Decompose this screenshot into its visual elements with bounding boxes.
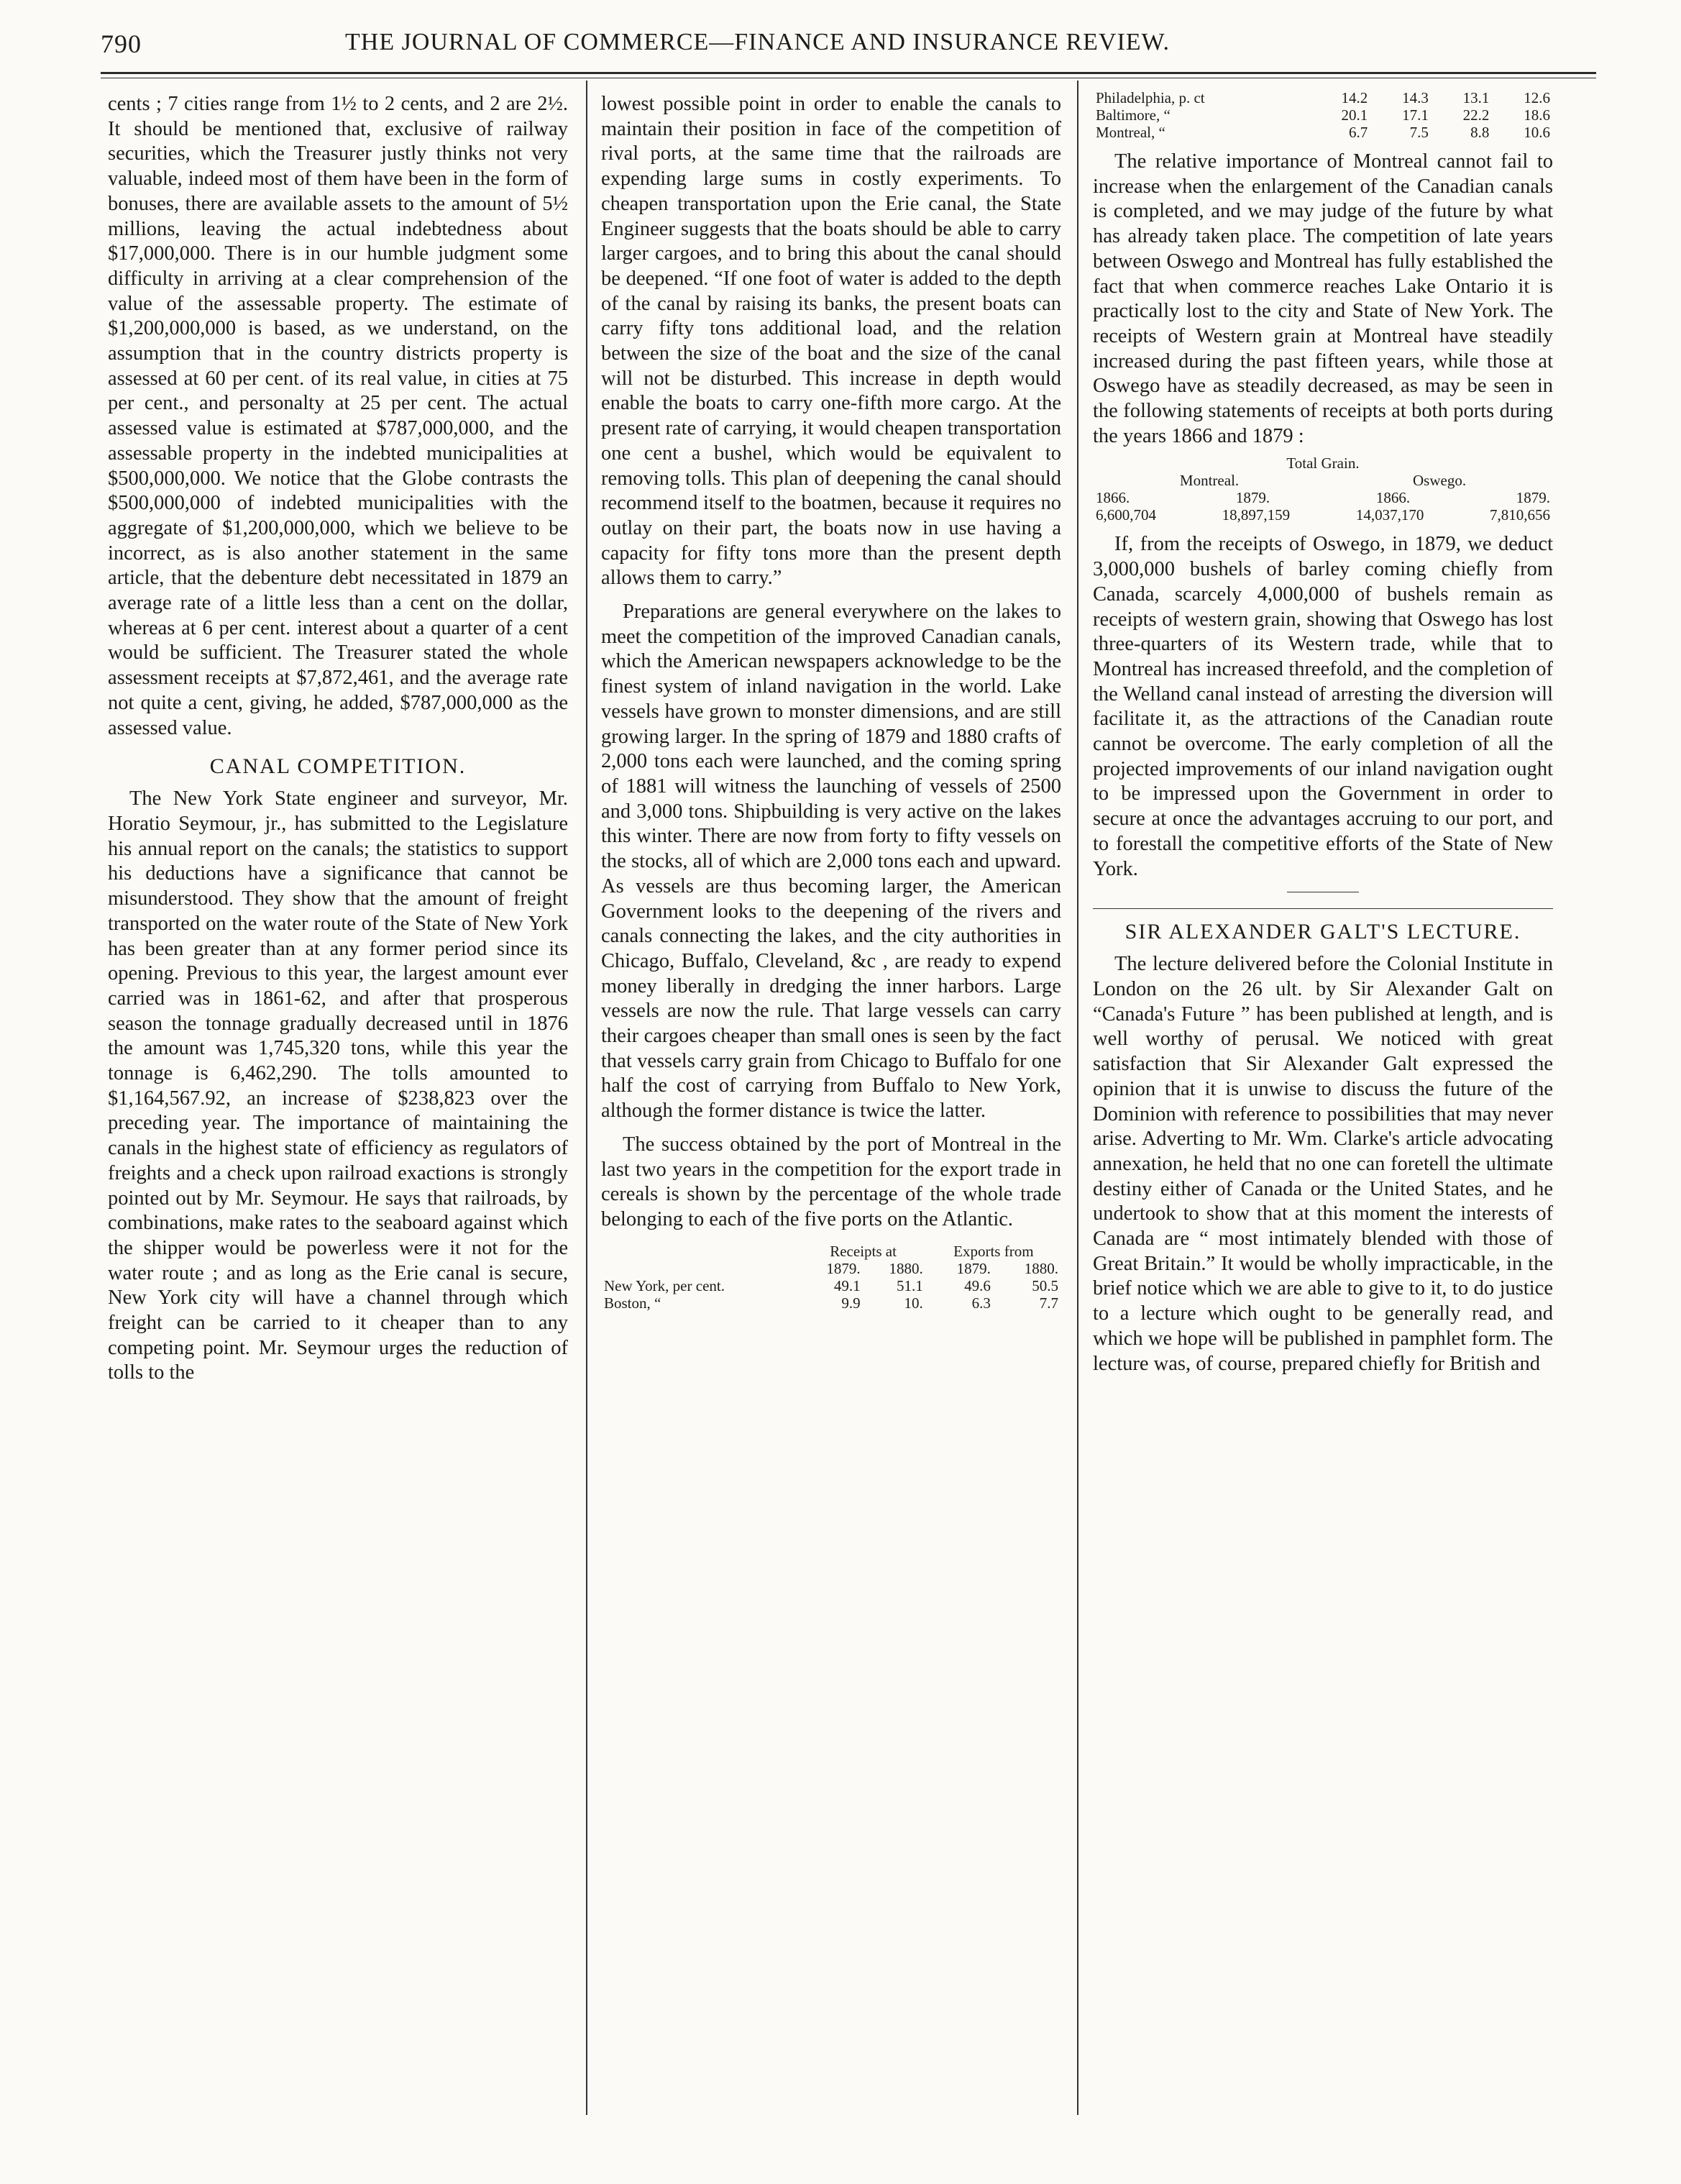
column-divider xyxy=(586,81,587,2115)
page-number: 790 xyxy=(101,29,142,58)
table-row: Baltimore, “ 20.1 17.1 22.2 18.6 xyxy=(1096,106,1550,124)
port-percentage-table xyxy=(601,1243,1061,1312)
grain-header-oswego: Oswego. xyxy=(1413,472,1467,490)
header-rule xyxy=(101,72,1596,74)
grain-header-montreal: Montreal. xyxy=(1179,472,1240,490)
section-heading-canal-competition: CANAL COMPETITION. xyxy=(209,754,467,779)
column-divider xyxy=(1077,81,1078,2115)
grain-receipts-table xyxy=(1093,454,1553,524)
paragraph: The New York State engineer and surveyor, Mr. Horatio Seymour, jr., has submitted to the Legislature his annual report on the canals; the statistics to support his deductions have a significance that cannot be misunderstood. They show that the amount of freight transported on the water route of the State of New York has been greater than at any former period since its opening. Previous to this year, the largest amount ever carried was in 1861-62, and after that prosperous season the tonnage gradually decreased until in 1876 the amount was 1,745,320 tons, while this year the tonnage is 6,462,290. The tolls amounted to $1,164,567.92, an increase of $238,823 over the preceding year. The importance of maintaining the canals in the highest state of efficiency as regulators of freights and a check upon railroad exactions is strongly pointed out by Mr. Seymour. He says that railroads, by combinations, make rates to the seaboard against which the shipper would be powerless were it not for the water route ; and as long as the Erie canal is secure, New York city will have a channel through which freight can be carried to it cheaper than to any competing point. Mr. Seymour urges the reduction of tolls to the xyxy=(108,787,568,1384)
paragraph: The lecture delivered before the Colonial Institute in London on the 26 ult. by Sir Alexander Galt on “Canada's Future ” has been published at length, and is well worthy of perusal. We noticed with great satisfaction that Sir Alexander Galt expressed the opinion that it is unwise to discuss the future of the Dominion with reference to possibilities that may never arise. Adverting to Mr. Wm. Clarke's article advocating annexation, he held that no one can foretell the ultimate destiny either of Canada or the United States, and he undertook to show that at this moment the interests of Canada are “ most intimately blended with those of Great Britain.” It would be wholly impracticable, in the brief notice which we are able to give to it, to do justice to a lecture which ought to be generally read, and which we hope will be published in pamphlet form. The lecture was, of course, prepared chiefly for British and xyxy=(1093,953,1553,1375)
column-3 xyxy=(1093,89,1553,1376)
table-header-row: Receipts at Exports from xyxy=(830,1242,1034,1260)
table-row: New York, per cent. 49.1 51.1 49.6 50.5 xyxy=(604,1276,1058,1294)
journal-title: THE JOURNAL OF COMMERCE—FINANCE AND INSURANCE REVIEW. xyxy=(345,29,1171,55)
table-header-row: 1879. 1880. 1879. 1880. xyxy=(826,1259,1058,1277)
grain-values-row: 6,600,704 18,897,159 14,037,170 7,810,656 xyxy=(1096,506,1550,524)
column-1 xyxy=(108,92,568,1386)
paragraph: If, from the receipts of Oswego, in 1879, we deduct 3,000,000 bushels of barley coming chiefly from Canada, scarcely 4,000,000 of bushels remain as receipts of western grain, showing that Oswego has lost three-quarters of its Western trade, while that to Montreal has increased threefold, and the completion of the Welland canal instead of arresting the diversion will facilitate it, as the attractions of the Canadian route cannot be overcome. The early completion of all the projected improvements of our inland navigation ought to be impressed upon the Government in order to secure at once the advantages accruing to our port, and to forestall the competitive efforts of the State of New York. xyxy=(1093,533,1553,880)
table-row: Philadelphia, p. ct 14.2 14.3 13.1 12.6 xyxy=(1096,89,1550,106)
paragraph: lowest possible point in order to enable the canals to maintain their position in face of the competition of rival ports, at the same time that the railroads are expending large sums in costly experiments. To cheapen transportation upon the Erie canal, the State Engineer suggests that the boats should be able to carry larger cargoes, and to bring this about the canal should be deepened. “If one foot of water is added to the depth of the canal by raising its banks, the present boats can carry fifty tons additional load, and the relation between the size of the boat and the size of the canal will not be disturbed. This increase in depth would enable the boats to carry one-fifth more cargo. At the present rate of carrying, it would cheapen transportation one cent a bushel, which would be equivalent to removing tolls. This plan of deepening the canal should recommend itself to the boatmen, because it requires no outlay on their part, the boats now in use having a capacity for fifty tons more than the present depth allows them to carry.” xyxy=(601,93,1061,590)
paragraph: Preparations are general everywhere on the lakes to meet the competition of the improved Canadian canals, which the American newspapers acknowledge to be the finest system of inland navigation in the world. Lake vessels have grown to monster dimensions, and are still growing larger. In the spring of 1879 and 1880 crafts of 2,000 tons each were launched, and the coming spring of 1881 will witness the launching of vessels of 2500 and 3,000 tons. Shipbuilding is very active on the lakes this winter. There are now from forty to fifty vessels on the stocks, all of which are 2,000 tons each and upward. As vessels are thus becoming larger, the American Government looks to the deepening of the rivers and canals connecting the lakes, and the city authorities in Chicago, Buffalo, Cleveland, &c , are ready to expend money liberally in dredging the inner harbors. Large vessels are now the rule. That large vessels can carry their cargoes cheaper than small ones is seen by the fact that vessels carry grain from Chicago to Buffalo for one half the cost of carrying from Buffalo to New York, although the former distance is twice the latter. xyxy=(601,600,1061,1123)
paragraph: The relative importance of Montreal cannot fail to increase when the enlargement of the Canadian canals is completed, and we may judge of the future by what has already taken place. The competition of late years between Oswego and Montreal has fully established the fact that when commerce reaches Lake Ontario it is practically lost to the city and State of New York. The receipts of Western grain at Montreal have steadily increased during the past fifteen years, while those at Oswego have as steadily decreased, as may be seen in the following statements of receipts at both ports during the years 1866 and 1879 : xyxy=(1093,150,1553,447)
paragraph: The success obtained by the port of Montreal in the last two years in the competition for the export trade in cereals is shown by the percentage of the whole trade belonging to each of the five ports on the Atlantic. xyxy=(601,1133,1061,1230)
grain-years-row: 1866. 1879. 1866. 1879. xyxy=(1096,489,1550,507)
column-2 xyxy=(601,92,1061,1312)
section-heading-galt-lecture: SIR ALEXANDER GALT'S LECTURE. xyxy=(1093,908,1553,946)
page-header xyxy=(101,24,1596,66)
paragraph: cents ; 7 cities range from 1½ to 2 cents, and 2 are 2½. It should be mentioned that, exclusive of railway securities, which the Treasurer justly thinks not very valuable, indeed most of them have been in the form of bonuses, there are available assets to the amount of 5½ millions, leaving the actual indebtedness about $17,000,000. There is in our humble judgment some difficulty in arriving at a clear comprehension of the value of the assessable property. The estimate of $1,200,000,000 is based, as we understand, on the assumption that in the country districts property is assessed at 60 per cent. of its real value, in cities at 75 per cent., and personalty at 25 per cent. The actual assessed value is estimated at $787,000,000, and the assessable property in the indebted municipalities at $500,000,000. We notice that the Globe contrasts the $500,000,000 of indebted municipalities with the aggregate of $1,200,000,000, which we believe to be incorrect, as is also another statement in the same article, that the debenture debt necessitated in 1879 an average rate of a little less than a cent on the dollar, whereas at 6 per cent. interest about a quarter of a cent would be sufficient. The Treasurer stated the whole assessment receipts at $7,872,461, and the average rate not quite a cent, giving, he added, $787,000,000 as the assessed value. xyxy=(108,93,568,739)
table-row: Montreal, “ 6.7 7.5 8.8 10.6 xyxy=(1096,124,1550,141)
table-row: Boston, “ 9.9 10. 6.3 7.7 xyxy=(604,1294,1058,1312)
grain-table-title: Total Grain. xyxy=(1286,454,1360,472)
port-percentage-table-continued xyxy=(1093,89,1553,141)
